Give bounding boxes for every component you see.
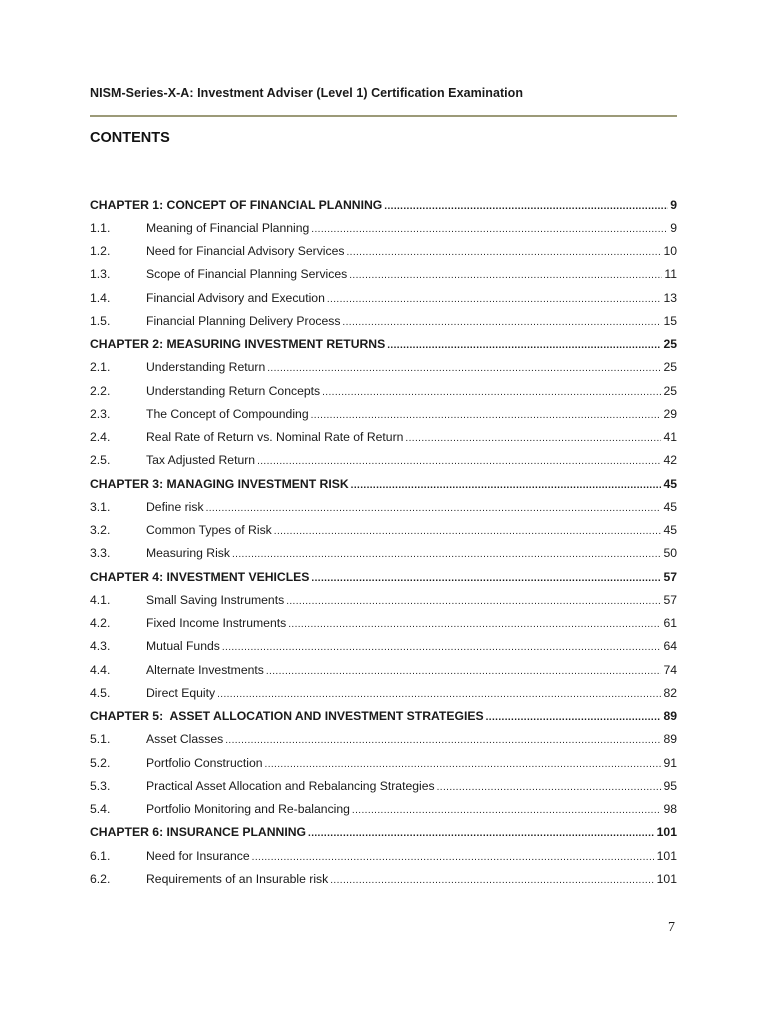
toc-entry-number: 4.4. [90,662,111,677]
toc-entry-number: 3.3. [90,546,111,561]
toc-entry-page: 101 [656,871,677,886]
toc-entry-number: 2.2. [90,383,111,398]
toc-entry-title: Need for Insurance [146,848,250,863]
toc-chapter-entry[interactable] [90,333,677,356]
toc-entry-page: 45 [663,499,677,514]
toc-dot-leader [384,202,668,212]
toc-entry-page: 101 [656,848,677,863]
toc-entry-number: 2.4. [90,430,111,445]
toc-dot-leader [206,504,662,514]
toc-entry-page: 9 [670,220,677,235]
toc-dot-leader [486,713,662,723]
toc-entry-title: CHAPTER 5: ASSET ALLOCATION AND INVESTMENT STRATEGIES [90,709,484,724]
toc-section-entry[interactable] [90,426,677,449]
toc-dot-leader [387,341,661,351]
toc-entry-number: 5.3. [90,778,111,793]
toc-dot-leader [311,411,662,421]
toc-entry-number: 2.5. [90,453,111,468]
toc-dot-leader [286,597,661,607]
toc-section-entry[interactable] [90,658,677,681]
toc-dot-leader [322,388,661,398]
toc-entry-number: 6.1. [90,848,111,863]
toc-entry-page: 95 [663,778,677,793]
toc-entry-title: CHAPTER 4: INVESTMENT VEHICLES [90,569,310,584]
toc-entry-page: 29 [663,406,677,421]
toc-entry-title: Mutual Funds [146,639,220,654]
toc-entry-title: Tax Adjusted Return [146,453,256,468]
toc-dot-leader [352,806,662,816]
toc-entry-page: 64 [663,639,677,654]
toc-section-entry[interactable] [90,751,677,774]
toc-section-entry[interactable] [90,728,677,751]
toc-entry-number: 5.1. [90,732,111,747]
toc-section-entry[interactable] [90,216,677,239]
toc-entry-page: 25 [663,360,677,375]
toc-entry-number: 6.2. [90,871,111,886]
toc-entry-page: 101 [656,825,677,840]
toc-section-entry[interactable] [90,542,677,565]
toc-dot-leader [274,527,662,537]
toc-chapter-entry[interactable] [90,821,677,844]
toc-section-entry[interactable] [90,635,677,658]
toc-entry-title: Define risk [146,499,204,514]
toc-entry-number: 4.3. [90,639,111,654]
toc-dot-leader [266,667,662,677]
toc-entry-number: 3.1. [90,499,111,514]
header-divider [90,115,677,117]
toc-entry-number: 1.5. [90,313,111,328]
toc-section-entry[interactable] [90,379,677,402]
toc-dot-leader [351,481,662,491]
toc-chapter-entry[interactable] [90,193,677,216]
toc-entry-title: Financial Advisory and Execution [146,290,325,305]
page-number: 7 [668,920,675,935]
toc-entry-page: 42 [663,453,677,468]
table-of-contents [90,193,677,891]
toc-entry-title: Scope of Financial Planning Services [146,267,348,282]
toc-dot-leader [330,876,654,886]
toc-entry-title: Requirements of an Insurable risk [146,871,329,886]
toc-dot-leader [232,550,661,560]
toc-section-entry[interactable] [90,844,677,867]
toc-dot-leader [405,434,661,444]
toc-dot-leader [349,271,662,281]
contents-heading: CONTENTS [90,130,170,146]
toc-entry-page: 57 [663,592,677,607]
toc-dot-leader [311,574,661,584]
toc-entry-page: 45 [663,476,677,491]
toc-section-entry[interactable] [90,240,677,263]
toc-entry-title: CHAPTER 6: INSURANCE PLANNING [90,825,307,840]
toc-section-entry[interactable] [90,519,677,542]
toc-entry-page: 9 [670,197,677,212]
toc-entry-page: 91 [663,755,677,770]
toc-entry-page: 25 [663,337,677,352]
toc-chapter-entry[interactable] [90,565,677,588]
toc-dot-leader [225,736,661,746]
toc-section-entry[interactable] [90,867,677,890]
toc-entry-title: Measuring Risk [146,546,230,561]
toc-entry-page: 74 [663,662,677,677]
toc-section-entry[interactable] [90,402,677,425]
toc-entry-title: Common Types of Risk [146,523,272,538]
toc-entry-title: CHAPTER 1: CONCEPT OF FINANCIAL PLANNING [90,197,383,212]
toc-entry-title: Understanding Return Concepts [146,383,321,398]
toc-section-entry[interactable] [90,798,677,821]
toc-entry-title: Small Saving Instruments [146,592,285,607]
toc-section-entry[interactable] [90,495,677,518]
toc-section-entry[interactable] [90,263,677,286]
toc-entry-page: 50 [663,546,677,561]
running-header: NISM-Series-X-A: Investment Adviser (Level 1) Certification Examination [90,86,524,100]
toc-entry-page: 82 [663,685,677,700]
toc-entry-page: 89 [663,709,677,724]
toc-entry-number: 5.2. [90,755,111,770]
toc-dot-leader [257,457,661,467]
toc-entry-number: 3.2. [90,523,111,538]
toc-entry-title: Real Rate of Return vs. Nominal Rate of Return [146,430,404,445]
toc-dot-leader [327,295,662,305]
toc-entry-title: Meaning of Financial Planning [146,220,310,235]
toc-dot-leader [437,783,662,793]
toc-entry-title: Portfolio Construction [146,755,263,770]
toc-entry-title: Direct Equity [146,685,216,700]
toc-section-entry[interactable] [90,356,677,379]
toc-entry-number: 1.1. [90,220,111,235]
toc-entry-page: 10 [663,244,677,259]
toc-entry-title: Need for Financial Advisory Services [146,244,345,259]
toc-entry-number: 5.4. [90,802,111,817]
toc-entry-title: Portfolio Monitoring and Re-balancing [146,802,350,817]
toc-entry-title: Understanding Return [146,360,266,375]
toc-entry-title: Fixed Income Instruments [146,616,287,631]
toc-entry-title: The Concept of Compounding [146,406,309,421]
toc-dot-leader [308,829,655,839]
toc-entry-title: Financial Planning Delivery Process [146,313,341,328]
toc-dot-leader [267,364,661,374]
toc-entry-page: 57 [663,569,677,584]
toc-entry-title: Alternate Investments [146,662,264,677]
toc-entry-title: Asset Classes [146,732,224,747]
toc-section-entry[interactable] [90,681,677,704]
toc-entry-title: CHAPTER 2: MEASURING INVESTMENT RETURNS [90,337,386,352]
toc-entry-number: 4.2. [90,616,111,631]
toc-section-entry[interactable] [90,449,677,472]
toc-entry-number: 2.3. [90,406,111,421]
toc-entry-page: 15 [663,313,677,328]
toc-section-entry[interactable] [90,588,677,611]
toc-dot-leader [342,318,661,328]
toc-entry-number: 1.3. [90,267,111,282]
toc-entry-number: 1.2. [90,244,111,259]
toc-dot-leader [252,853,655,863]
toc-section-entry[interactable] [90,612,677,635]
toc-chapter-entry[interactable] [90,705,677,728]
toc-entry-page: 25 [663,383,677,398]
toc-entry-number: 4.5. [90,685,111,700]
toc-dot-leader [217,690,661,700]
toc-section-entry[interactable] [90,286,677,309]
toc-dot-leader [222,643,662,653]
toc-entry-page: 45 [663,523,677,538]
toc-entry-page: 89 [663,732,677,747]
toc-entry-page: 11 [664,267,677,282]
toc-dot-leader [346,248,661,258]
toc-chapter-entry[interactable] [90,472,677,495]
toc-entry-page: 61 [663,616,677,631]
toc-section-entry[interactable] [90,774,677,797]
toc-entry-page: 98 [663,802,677,817]
toc-entry-title: CHAPTER 3: MANAGING INVESTMENT RISK [90,476,349,491]
toc-entry-number: 2.1. [90,360,111,375]
toc-entry-page: 41 [663,430,677,445]
toc-entry-page: 13 [663,290,677,305]
toc-entry-number: 1.4. [90,290,111,305]
toc-dot-leader [288,620,661,630]
toc-entry-number: 4.1. [90,592,111,607]
toc-dot-leader [311,225,668,235]
toc-dot-leader [265,760,662,770]
toc-entry-title: Practical Asset Allocation and Rebalancing Strategies [146,778,435,793]
toc-section-entry[interactable] [90,309,677,332]
